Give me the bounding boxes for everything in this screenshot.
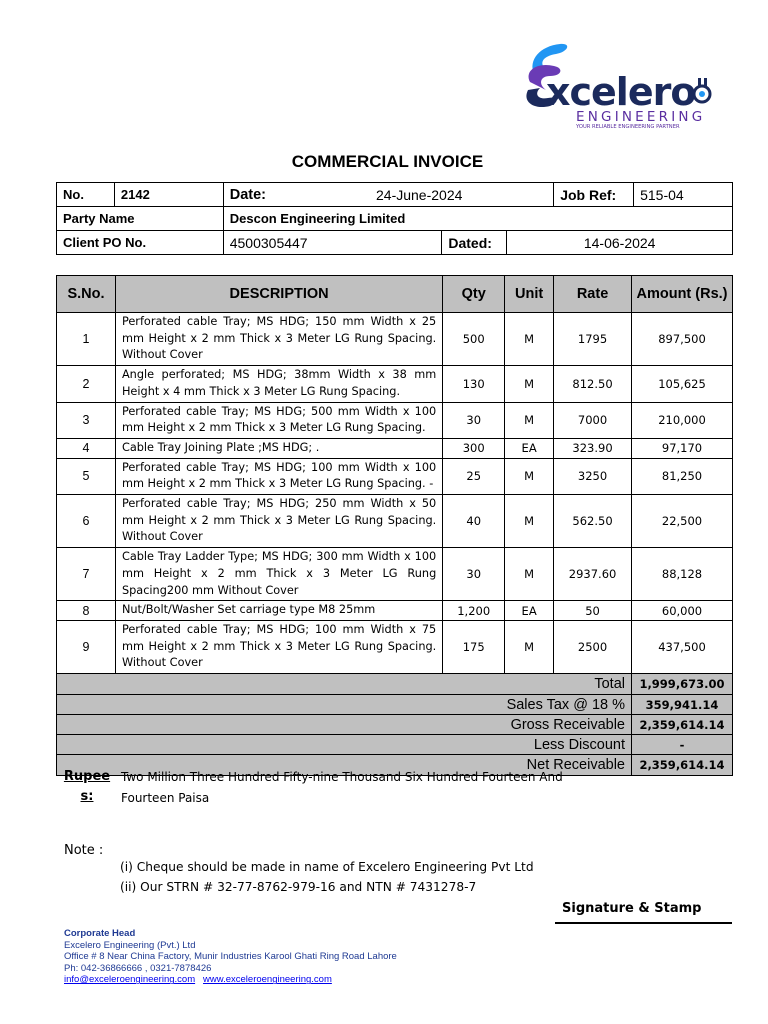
- item-rate: 2500: [554, 620, 632, 673]
- totals-value: 2,359,614.14: [632, 715, 733, 735]
- dated-label: Dated:: [442, 231, 507, 255]
- item-row: [57, 366, 733, 402]
- date-value: 24-June-2024: [376, 186, 463, 203]
- job-ref-label: Job Ref:: [554, 183, 634, 207]
- dated-value: 14-06-2024: [507, 231, 733, 255]
- items-table: [56, 275, 733, 776]
- item-sno: 4: [57, 438, 116, 458]
- item-row: [57, 601, 733, 621]
- note-label: Note :: [64, 843, 104, 858]
- amount-words-line1: Two Million Three Hundred Fifty-nine Thousand Six Hundred Fourteen And: [121, 770, 563, 784]
- footer-website-link[interactable]: www.exceleroengineering.com: [203, 974, 332, 986]
- item-amount: 60,000: [632, 601, 733, 621]
- logo-wordmark: xcelero: [546, 70, 696, 114]
- item-unit: M: [505, 402, 554, 438]
- col-sno: S.No.: [57, 276, 116, 313]
- party-name-value: Descon Engineering Limited: [223, 207, 732, 231]
- party-name-label: Party Name: [57, 207, 224, 231]
- item-description: Perforated cable Tray; MS HDG; 500 mm Width x 100 mm Height x 2 mm Thick x 3 Meter LG Rung Spacing.: [115, 402, 442, 438]
- item-sno: 7: [57, 548, 116, 601]
- totals-label: Total: [57, 674, 632, 695]
- item-amount: 88,128: [632, 548, 733, 601]
- item-unit: M: [505, 458, 554, 494]
- item-qty: 175: [443, 620, 505, 673]
- col-description: DESCRIPTION: [115, 276, 442, 313]
- item-rate: 3250: [554, 458, 632, 494]
- item-amount: 105,625: [632, 366, 733, 402]
- signature-label: Signature & Stamp: [562, 901, 702, 916]
- company-logo: [520, 40, 720, 135]
- rupees-label: [62, 767, 112, 807]
- rupees-label-line2: s:: [80, 789, 94, 804]
- item-qty: 40: [443, 495, 505, 548]
- item-qty: 1,200: [443, 601, 505, 621]
- col-amount: Amount (Rs.): [632, 276, 733, 313]
- item-row: [57, 402, 733, 438]
- item-unit: M: [505, 313, 554, 366]
- totals-label: Sales Tax @ 18 %: [57, 695, 632, 715]
- item-rate: 50: [554, 601, 632, 621]
- totals-row: [57, 735, 733, 755]
- item-sno: 3: [57, 402, 116, 438]
- job-ref-value: 515-04: [634, 183, 733, 207]
- item-rate: 2937.60: [554, 548, 632, 601]
- invoice-header-table: [56, 182, 733, 255]
- footer-company: Excelero Engineering (Pvt.) Ltd: [64, 939, 196, 951]
- date-cell: [223, 183, 553, 207]
- totals-value: 359,941.14: [632, 695, 733, 715]
- totals-label: Net Receivable: [57, 755, 632, 776]
- totals-value: -: [632, 735, 733, 755]
- item-description: Angle perforated; MS HDG; 38mm Width x 38 mm Height x 4 mm Thick x 3 Meter LG Rung Spacing.: [115, 366, 442, 402]
- signature-line: [555, 922, 732, 924]
- date-label: Date:: [229, 186, 266, 203]
- item-unit: EA: [505, 438, 554, 458]
- item-row: [57, 620, 733, 673]
- item-row: [57, 495, 733, 548]
- item-qty: 500: [443, 313, 505, 366]
- col-unit: Unit: [505, 276, 554, 313]
- totals-row: [57, 715, 733, 735]
- totals-label: Gross Receivable: [57, 715, 632, 735]
- item-amount: 97,170: [632, 438, 733, 458]
- totals-value: 1,999,673.00: [632, 674, 733, 695]
- item-qty: 25: [443, 458, 505, 494]
- logo-tagline: YOUR RELIABLE ENGINEERING PARTNER: [576, 124, 680, 130]
- item-qty: 30: [443, 402, 505, 438]
- items-header-row: [57, 276, 733, 313]
- item-unit: M: [505, 548, 554, 601]
- item-description: Perforated cable Tray; MS HDG; 100 mm Width x 100 mm Height x 2 mm Thick x 3 Meter LG Rung Spacing. -: [115, 458, 442, 494]
- item-amount: 897,500: [632, 313, 733, 366]
- item-rate: 562.50: [554, 495, 632, 548]
- footer-address: Office # 8 Near China Factory, Munir Industries Karool Ghati Ring Road Lahore: [64, 951, 397, 963]
- item-rate: 1795: [554, 313, 632, 366]
- footer-heading: Corporate Head: [64, 928, 136, 939]
- invoice-title: COMMERCIAL INVOICE: [291, 152, 484, 171]
- item-amount: 81,250: [632, 458, 733, 494]
- item-amount: 22,500: [632, 495, 733, 548]
- totals-value: 2,359,614.14: [632, 755, 733, 776]
- rupees-label-line1: Rupee: [63, 769, 111, 784]
- item-sno: 6: [57, 495, 116, 548]
- item-description: Perforated cable Tray; MS HDG; 100 mm Width x 75 mm Height x 2 mm Thick x 3 Meter LG Rung Spacing. Without Cover: [115, 620, 442, 673]
- item-rate: 812.50: [554, 366, 632, 402]
- item-description: Perforated cable Tray; MS HDG; 250 mm Width x 50 mm Height x 2 mm Thick x 3 Meter LG Rung Spacing. Without Cover: [115, 495, 442, 548]
- client-po-label: Client PO No.: [57, 231, 224, 255]
- item-description: Cable Tray Joining Plate ;MS HDG; .: [115, 438, 442, 458]
- totals-label: Less Discount: [57, 735, 632, 755]
- amount-words-line2: Fourteen Paisa: [121, 791, 210, 805]
- item-rate: 323.90: [554, 438, 632, 458]
- logo-subtitle: ENGINEERING: [576, 109, 706, 125]
- footer-phone: Ph: 042-36866666 , 0321-7878426: [64, 962, 212, 974]
- item-unit: M: [505, 495, 554, 548]
- item-sno: 2: [57, 366, 116, 402]
- item-qty: 300: [443, 438, 505, 458]
- col-qty: Qty: [443, 276, 505, 313]
- item-row: [57, 438, 733, 458]
- totals-row: [57, 674, 733, 695]
- item-unit: M: [505, 620, 554, 673]
- footer: [64, 928, 397, 986]
- item-amount: 210,000: [632, 402, 733, 438]
- item-row: [57, 458, 733, 494]
- item-unit: EA: [505, 601, 554, 621]
- col-rate: Rate: [554, 276, 632, 313]
- invoice-no-value: 2142: [114, 183, 223, 207]
- item-description: Perforated cable Tray; MS HDG; 150 mm Width x 25 mm Height x 2 mm Thick x 3 Meter LG Rung Spacing. Without Cover: [115, 313, 442, 366]
- item-qty: 130: [443, 366, 505, 402]
- item-qty: 30: [443, 548, 505, 601]
- item-sno: 1: [57, 313, 116, 366]
- totals-row: [57, 695, 733, 715]
- item-description: Cable Tray Ladder Type; MS HDG; 300 mm Width x 100 mm Height x 2 mm Thick x 3 Meter LG Rung Spacing200 mm Without Cover: [115, 548, 442, 601]
- client-po-value: 4500305447: [223, 231, 442, 255]
- footer-email-link[interactable]: info@exceleroengineering.com: [64, 974, 196, 986]
- amount-in-words: [121, 767, 591, 809]
- note-line-2: (ii) Our STRN # 32-77-8762-979-16 and NTN # 7431278-7: [120, 880, 477, 894]
- item-sno: 9: [57, 620, 116, 673]
- note-line-1: (i) Cheque should be made in name of Excelero Engineering Pvt Ltd: [120, 860, 534, 874]
- item-description: Nut/Bolt/Washer Set carriage type M8 25mm: [115, 601, 442, 621]
- item-row: [57, 313, 733, 366]
- item-amount: 437,500: [632, 620, 733, 673]
- footer-links: [64, 974, 397, 986]
- item-unit: M: [505, 366, 554, 402]
- invoice-no-label: No.: [57, 183, 115, 207]
- item-sno: 8: [57, 601, 116, 621]
- item-row: [57, 548, 733, 601]
- item-sno: 5: [57, 458, 116, 494]
- item-rate: 7000: [554, 402, 632, 438]
